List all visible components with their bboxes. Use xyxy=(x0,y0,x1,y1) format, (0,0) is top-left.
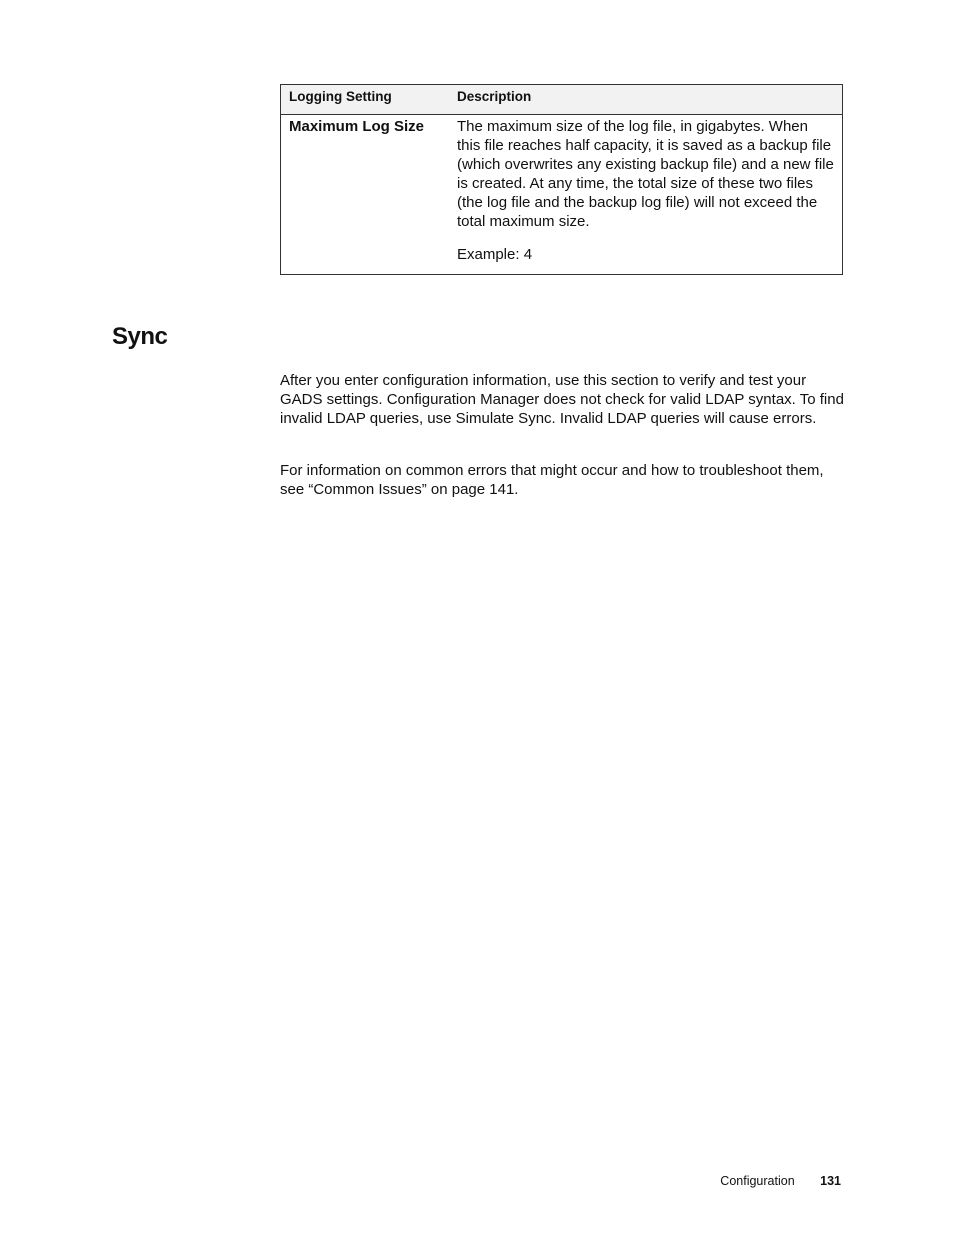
table-header-row xyxy=(281,85,843,115)
logging-settings-table xyxy=(280,84,843,275)
body-paragraph: After you enter configuration information, use this section to verify and test your GADS settings. Configuration Manager does not check for valid LDAP syntax. To find invalid LDAP queries, use Simulate Sync. Invalid LDAP queries will cause errors. xyxy=(280,372,844,427)
body-paragraph: For information on common errors that might occur and how to troubleshoot them, see “Common Issues” on page 141. xyxy=(280,462,824,498)
footer-section-name: Configuration xyxy=(720,1174,795,1188)
column-header-logging-setting: Logging Setting xyxy=(281,85,450,115)
page-footer xyxy=(720,1174,841,1188)
setting-description-text: The maximum size of the log file, in gigabytes. When this file reaches half capacity, it is saved as a backup file (which overwrites any existing backup file) and a new file is created. At any time, the total size of these two files (the log file and the backup log file) will not exceed the total maximum size. xyxy=(457,118,834,230)
page-number: 131 xyxy=(820,1174,841,1188)
setting-example-text: Example: 4 xyxy=(457,246,533,263)
column-header-description: Description xyxy=(449,85,843,115)
table-row xyxy=(281,115,843,275)
section-heading: Sync xyxy=(112,323,168,350)
setting-name-cell: Maximum Log Size xyxy=(289,118,425,135)
setting-description-cell xyxy=(449,115,843,275)
